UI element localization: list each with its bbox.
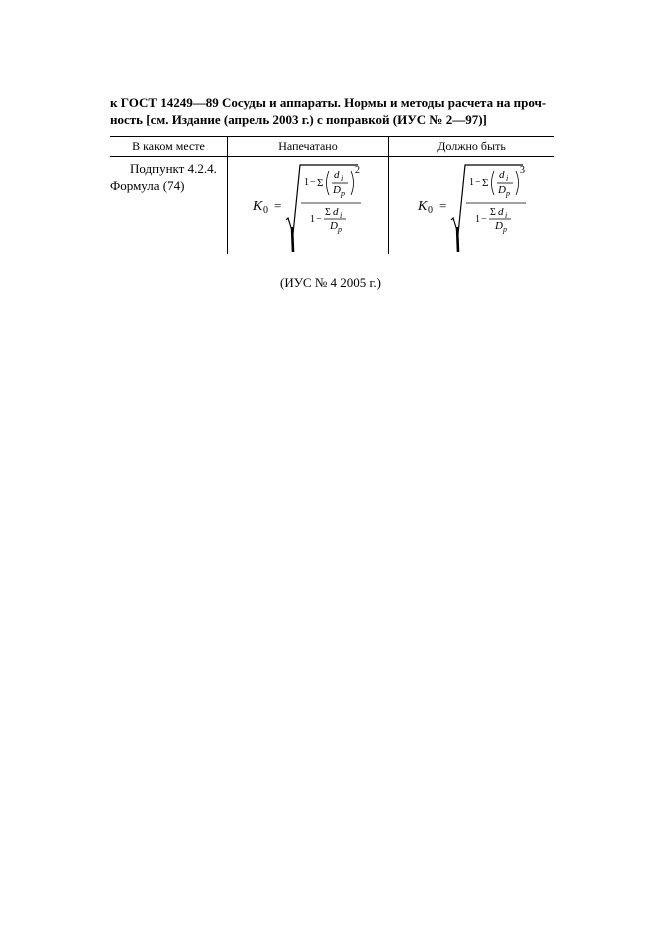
heading-line-2: ность [см. Издание (апрель 2003 г.) с поправкой (ИУС № 2—97)]: [110, 112, 487, 127]
formula-equals: =: [439, 198, 447, 213]
right-paren: [516, 171, 519, 195]
left-paren: [492, 171, 495, 195]
heading-line-1: к ГОСТ 14249—89 Сосуды и аппараты. Нормы и методы расчета на проч-: [110, 95, 547, 110]
table-header-rule: [110, 156, 554, 157]
corrections-table: [110, 136, 554, 254]
radical-stem: [292, 227, 293, 252]
numerator-minus: −: [475, 177, 481, 188]
location-subclause: Подпункт 4.2.4.: [130, 161, 217, 176]
formula-equals: =: [274, 198, 282, 213]
denominator-D-sub: p: [503, 225, 507, 234]
numerator-sum: Σ: [482, 177, 489, 189]
printed-formula: [233, 162, 383, 254]
denominator-d: d: [333, 206, 339, 218]
denominator-sum: Σ: [490, 207, 496, 218]
inner-D-sub: p: [506, 189, 510, 198]
denominator-one: 1: [310, 214, 315, 225]
inner-d-sub: i: [341, 174, 344, 183]
location-cell: [110, 160, 226, 194]
denominator-minus: −: [481, 214, 487, 225]
inner-D-sub: p: [341, 189, 345, 198]
inner-d-sub: i: [506, 174, 509, 183]
formula-lhs: K: [253, 199, 263, 214]
footer-reference: (ИУС № 4 2005 г.): [280, 275, 381, 290]
right-paren: [351, 171, 354, 195]
numerator-one: 1: [469, 177, 474, 188]
inner-d: d: [499, 169, 505, 181]
exponent: 2: [355, 165, 360, 176]
header-where: В каком месте: [132, 139, 205, 153]
denominator-sum: Σ: [325, 207, 331, 218]
radical-sign: [286, 165, 358, 234]
numerator-one: 1: [304, 177, 309, 188]
left-paren: [327, 171, 330, 195]
denominator-d: d: [498, 206, 504, 218]
formula-lhs: K: [418, 199, 428, 214]
inner-d: d: [334, 169, 340, 181]
radical-sign: [451, 165, 523, 234]
denominator-D: D: [495, 220, 503, 232]
denominator-d-sub: i: [505, 211, 508, 220]
formula-lhs-subscript: 0: [263, 205, 268, 216]
amendment-heading: [110, 94, 554, 128]
denominator-one: 1: [475, 214, 480, 225]
denominator-D: D: [330, 220, 338, 232]
header-should-be: Должно быть: [437, 139, 506, 153]
denominator-D-sub: p: [338, 225, 342, 234]
radical-stem: [457, 227, 458, 252]
exponent: 3: [520, 165, 525, 176]
inner-D: D: [333, 184, 341, 196]
table-top-rule: [110, 136, 554, 137]
denominator-d-sub: i: [340, 211, 343, 220]
numerator-sum: Σ: [317, 177, 324, 189]
formula-lhs-subscript: 0: [428, 205, 433, 216]
denominator-minus: −: [316, 214, 322, 225]
numerator-minus: −: [310, 177, 316, 188]
inner-D: D: [498, 184, 506, 196]
header-printed: Напечатано: [278, 139, 338, 153]
correct-formula: [398, 162, 548, 254]
location-formula: Формула (74): [110, 178, 185, 193]
